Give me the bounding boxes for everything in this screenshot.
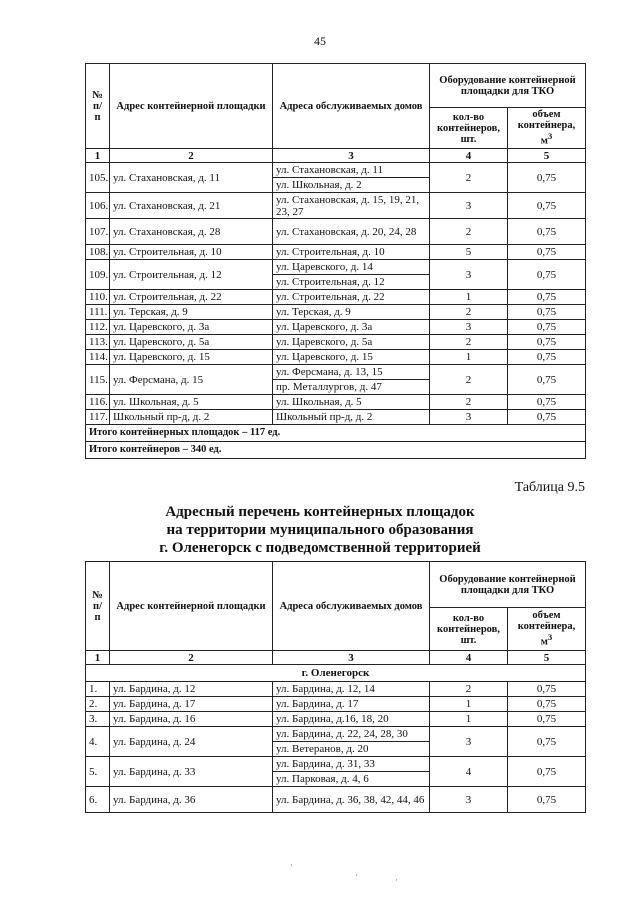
heading-line: Адресный перечень контейнерных площадок xyxy=(165,504,475,520)
served-house-address: ул. Царевского, д. 3а xyxy=(273,320,430,335)
container-count: 2 xyxy=(430,395,508,410)
container-count: 2 xyxy=(430,335,508,350)
column-index-cell: 2 xyxy=(110,149,273,163)
header-count: кол-во контейнеров, шт. xyxy=(430,108,508,149)
city-subheader: г. Оленегорск xyxy=(86,665,586,682)
row-number: 1. xyxy=(86,682,110,697)
site-address: ул. Бардина, д. 12 xyxy=(110,682,273,697)
header-volume: объем контейнера, $м^3$ xyxy=(508,108,586,149)
row-number: 112. xyxy=(86,320,110,335)
header-num: № п/ п xyxy=(86,64,110,149)
row-number: 117. xyxy=(86,410,110,425)
site-address: ул. Бардина, д. 24 xyxy=(110,727,273,757)
header-houses: Адреса обслуживаемых домов xyxy=(273,562,430,651)
row-number: 110. xyxy=(86,290,110,305)
row-number: 3. xyxy=(86,712,110,727)
container-count: 1 xyxy=(430,697,508,712)
served-house-address: пр. Металлургов, д. 47 xyxy=(273,380,430,395)
container-volume: 0,75 xyxy=(508,682,586,697)
header-num: № п/ п xyxy=(86,562,110,651)
container-count: 3 xyxy=(430,260,508,290)
column-index-cell: 2 xyxy=(110,651,273,665)
site-address: Школьный пр-д, д. 2 xyxy=(110,410,273,425)
row-number: 4. xyxy=(86,727,110,757)
header-equipment: Оборудование контейнерной площадки для ТКО xyxy=(430,64,586,108)
container-volume: 0,75 xyxy=(508,219,586,245)
container-count: 3 xyxy=(430,320,508,335)
container-volume: 0,75 xyxy=(508,395,586,410)
table-row xyxy=(86,410,586,425)
table-row xyxy=(86,350,586,365)
table-row xyxy=(86,365,586,380)
table-row xyxy=(86,682,586,697)
row-number: 109. xyxy=(86,260,110,290)
table-row xyxy=(86,727,586,742)
table-row xyxy=(86,260,586,275)
site-address: ул. Школьная, д. 5 xyxy=(110,395,273,410)
site-address: ул. Ферсмана, д. 15 xyxy=(110,365,273,395)
row-number: 108. xyxy=(86,245,110,260)
table-caption: Таблица 9.5 xyxy=(514,480,585,495)
heading-line: г. Оленегорск с подведомственной территорией xyxy=(159,540,481,556)
container-volume: 0,75 xyxy=(508,290,586,305)
site-address: ул. Царевского, д. 5а xyxy=(110,335,273,350)
scan-speck: · xyxy=(395,875,398,885)
table-row xyxy=(86,712,586,727)
served-house-address: ул. Бардина, д. 31, 33 xyxy=(273,757,430,772)
container-volume: 0,75 xyxy=(508,320,586,335)
container-volume: 0,75 xyxy=(508,350,586,365)
page-number: 45 xyxy=(314,34,326,48)
served-house-address: ул. Царевского, д. 5а xyxy=(273,335,430,350)
served-house-address: ул. Школьная, д. 5 xyxy=(273,395,430,410)
served-house-address: ул. Бардина, д. 12, 14 xyxy=(273,682,430,697)
row-number: 6. xyxy=(86,787,110,813)
column-index-cell: 1 xyxy=(86,651,110,665)
served-house-address: ул. Царевского, д. 15 xyxy=(273,350,430,365)
site-address: ул. Стахановская, д. 21 xyxy=(110,193,273,219)
column-index-cell: 3 xyxy=(273,149,430,163)
scan-speck: · xyxy=(355,870,358,880)
container-volume: 0,75 xyxy=(508,245,586,260)
column-index-cell: 5 xyxy=(508,149,586,163)
served-house-address: ул. Строительная, д. 12 xyxy=(273,275,430,290)
container-volume: 0,75 xyxy=(508,365,586,395)
row-number: 106. xyxy=(86,193,110,219)
table-row xyxy=(86,219,586,245)
container-count: 3 xyxy=(430,727,508,757)
header-houses: Адреса обслуживаемых домов xyxy=(273,64,430,149)
row-number: 2. xyxy=(86,697,110,712)
header-volume: объем контейнера, $м^3$ xyxy=(508,608,586,651)
container-count: 3 xyxy=(430,787,508,813)
served-house-address: Школьный пр-д, д. 2 xyxy=(273,410,430,425)
container-count: 2 xyxy=(430,163,508,193)
scan-speck: · xyxy=(290,860,293,870)
site-address: ул. Терская, д. 9 xyxy=(110,305,273,320)
container-count: 1 xyxy=(430,350,508,365)
served-house-address: ул. Строительная, д. 10 xyxy=(273,245,430,260)
container-volume: 0,75 xyxy=(508,335,586,350)
served-house-address: ул. Стахановская, д. 20, 24, 28 xyxy=(273,219,430,245)
container-count: 2 xyxy=(430,365,508,395)
total-containers: Итого контейнеров – 340 ед. xyxy=(86,442,586,459)
container-volume: 0,75 xyxy=(508,727,586,757)
row-number: 111. xyxy=(86,305,110,320)
site-address: ул. Стахановская, д. 11 xyxy=(110,163,273,193)
container-volume: 0,75 xyxy=(508,410,586,425)
row-number: 115. xyxy=(86,365,110,395)
table-row xyxy=(86,305,586,320)
table-row xyxy=(86,757,586,772)
table-row xyxy=(86,335,586,350)
served-house-address: ул. Школьная, д. 2 xyxy=(273,178,430,193)
site-address: ул. Строительная, д. 10 xyxy=(110,245,273,260)
container-volume: 0,75 xyxy=(508,757,586,787)
served-house-address: ул. Бардина, д.16, 18, 20 xyxy=(273,712,430,727)
containers-table-olenegorsk xyxy=(85,561,586,813)
container-count: 1 xyxy=(430,290,508,305)
row-number: 107. xyxy=(86,219,110,245)
container-count: 3 xyxy=(430,193,508,219)
site-address: ул. Царевского, д. 3а xyxy=(110,320,273,335)
header-address: Адрес контейнерной площадки xyxy=(110,64,273,149)
container-count: 2 xyxy=(430,682,508,697)
served-house-address: ул. Парковая, д. 4, 6 xyxy=(273,772,430,787)
container-volume: 0,75 xyxy=(508,697,586,712)
container-volume: 0,75 xyxy=(508,163,586,193)
served-house-address: ул. Стахановская, д. 11 xyxy=(273,163,430,178)
site-address: ул. Строительная, д. 12 xyxy=(110,260,273,290)
table-row xyxy=(86,395,586,410)
site-address: ул. Царевского, д. 15 xyxy=(110,350,273,365)
served-house-address: ул. Терская, д. 9 xyxy=(273,305,430,320)
container-volume: 0,75 xyxy=(508,260,586,290)
table-row xyxy=(86,320,586,335)
row-number: 5. xyxy=(86,757,110,787)
row-number: 116. xyxy=(86,395,110,410)
container-count: 5 xyxy=(430,245,508,260)
container-count: 4 xyxy=(430,757,508,787)
served-house-address: ул. Бардина, д. 22, 24, 28, 30 xyxy=(273,727,430,742)
row-number: 113. xyxy=(86,335,110,350)
container-count: 2 xyxy=(430,305,508,320)
served-house-address: ул. Бардина, д. 36, 38, 42, 44, 46 xyxy=(273,787,430,813)
site-address: ул. Стахановская, д. 28 xyxy=(110,219,273,245)
column-index-cell: 1 xyxy=(86,149,110,163)
table-row xyxy=(86,697,586,712)
table-row xyxy=(86,193,586,219)
served-house-address: ул. Строительная, д. 22 xyxy=(273,290,430,305)
table-row xyxy=(86,290,586,305)
served-house-address: ул. Ветеранов, д. 20 xyxy=(273,742,430,757)
site-address: ул. Бардина, д. 36 xyxy=(110,787,273,813)
header-count: кол-во контейнеров, шт. xyxy=(430,608,508,651)
table-row xyxy=(86,787,586,813)
site-address: ул. Строительная, д. 22 xyxy=(110,290,273,305)
container-count: 2 xyxy=(430,219,508,245)
container-volume: 0,75 xyxy=(508,787,586,813)
container-volume: 0,75 xyxy=(508,305,586,320)
site-address: ул. Бардина, д. 17 xyxy=(110,697,273,712)
served-house-address: ул. Бардина, д. 17 xyxy=(273,697,430,712)
served-house-address: ул. Царевского, д. 14 xyxy=(273,260,430,275)
container-volume: 0,75 xyxy=(508,193,586,219)
table-row xyxy=(86,245,586,260)
row-number: 105. xyxy=(86,163,110,193)
column-index-cell: 4 xyxy=(430,149,508,163)
container-count: 1 xyxy=(430,712,508,727)
table-row xyxy=(86,163,586,178)
column-index-cell: 4 xyxy=(430,651,508,665)
column-index-cell: 3 xyxy=(273,651,430,665)
column-index-cell: 5 xyxy=(508,651,586,665)
site-address: ул. Бардина, д. 16 xyxy=(110,712,273,727)
row-number: 114. xyxy=(86,350,110,365)
table-heading xyxy=(0,503,640,557)
heading-line: на территории муниципального образования xyxy=(166,522,474,538)
site-address: ул. Бардина, д. 33 xyxy=(110,757,273,787)
total-sites: Итого контейнерных площадок – 117 ед. xyxy=(86,425,586,442)
container-count: 3 xyxy=(430,410,508,425)
header-equipment: Оборудование контейнерной площадки для ТКО xyxy=(430,562,586,608)
container-volume: 0,75 xyxy=(508,712,586,727)
served-house-address: ул. Ферсмана, д. 13, 15 xyxy=(273,365,430,380)
header-address: Адрес контейнерной площадки xyxy=(110,562,273,651)
containers-table-continued xyxy=(85,63,586,459)
served-house-address: ул. Стахановская, д. 15, 19, 21, 23, 27 xyxy=(273,193,430,219)
